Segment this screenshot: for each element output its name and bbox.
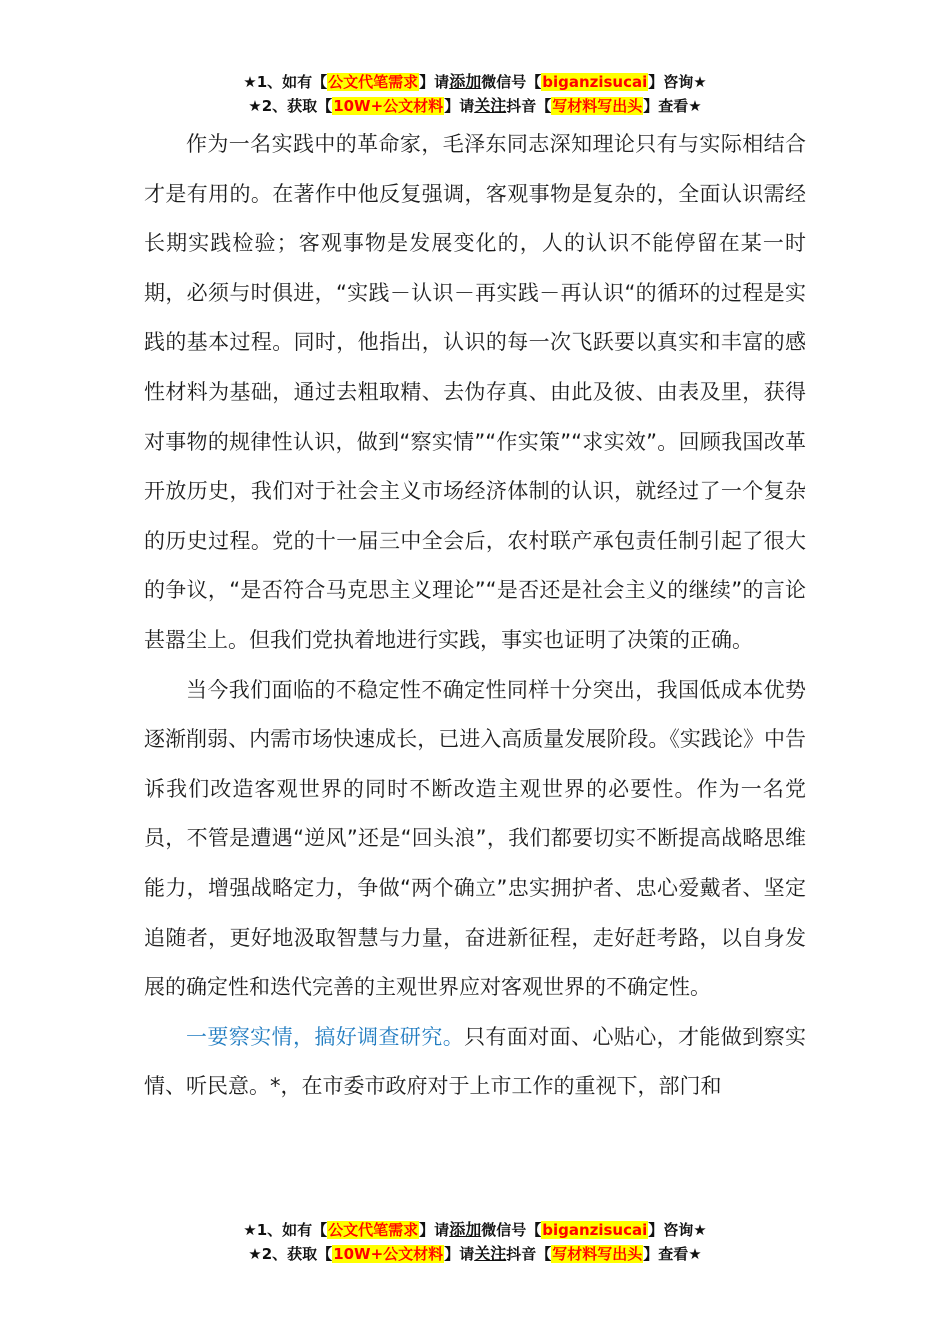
banner-line-2 bbox=[0, 94, 950, 118]
emphasis-text: 关注 bbox=[474, 1244, 507, 1263]
banner-text: ★2、获取【 bbox=[248, 97, 333, 115]
banner-text: 】请 bbox=[419, 1221, 450, 1239]
banner-text: 微信号【 bbox=[481, 73, 542, 91]
highlight-text: 公文代笔需求 bbox=[328, 73, 419, 91]
banner-text: 微信号【 bbox=[481, 1221, 542, 1239]
emphasis-text: 添加 bbox=[449, 72, 482, 91]
banner-line-2 bbox=[0, 1242, 950, 1266]
banner-text: ★1、如有【 bbox=[243, 73, 328, 91]
paragraph-1: 作为一名实践中的革命家，毛泽东同志深知理论只有与实际相结合才是有用的。在著作中他反复强调，客观事物是复杂的，全面认识需经长期实践检验；客观事物是发展变化的，人的认识不能停留在某一时期，必须与时俱进，“实践－认识－再实践－再认识“的循环的过程是实践的基本过程。同时，他指出，认识的每一次飞跃要以真实和丰富的感性材料为基础，通过去粗取精、去伪存真、由此及彼、由表及里，获得对事物的规律性认识，做到“察实情”“作实策”“求实效”。回顾我国改革开放历史，我们对于社会主义市场经济体制的认识，就经过了一个复杂的历史过程。党的十一届三中全会后，农村联产承包责任制引起了很大的争议，“是否符合马克思主义理论”“是否还是社会主义的继续”的言论甚嚣尘上。但我们党执着地进行实践，事实也证明了决策的正确。 bbox=[144, 132, 806, 652]
header-banner bbox=[0, 70, 950, 118]
banner-text: ★1、如有【 bbox=[243, 1221, 328, 1239]
highlight-text: 10W+公文材料 bbox=[333, 97, 444, 115]
paragraph-3 bbox=[144, 1013, 806, 1112]
banner-text: 】咨询★ bbox=[648, 73, 707, 91]
highlight-text: biganzisucai bbox=[542, 73, 648, 91]
banner-text: 】查看★ bbox=[643, 97, 702, 115]
section-heading: 一要察实情，搞好调查研究。 bbox=[186, 1024, 465, 1049]
banner-text: 抖音【 bbox=[506, 1245, 552, 1263]
banner-text: 】咨询★ bbox=[648, 1221, 707, 1239]
highlight-text: biganzisucai bbox=[542, 1221, 648, 1239]
banner-text: 抖音【 bbox=[506, 97, 552, 115]
highlight-text: 10W+公文材料 bbox=[333, 1245, 444, 1263]
highlight-text: 公文代笔需求 bbox=[328, 1221, 419, 1239]
highlight-text: 写材料写出头 bbox=[552, 97, 643, 115]
emphasis-text: 关注 bbox=[474, 96, 507, 115]
banner-text: ★2、获取【 bbox=[248, 1245, 333, 1263]
document-body bbox=[144, 120, 806, 1112]
highlight-text: 写材料写出头 bbox=[552, 1245, 643, 1263]
banner-text: 】请 bbox=[444, 97, 475, 115]
emphasis-text: 添加 bbox=[449, 1220, 482, 1239]
banner-text: 】请 bbox=[444, 1245, 475, 1263]
banner-line-1 bbox=[0, 70, 950, 94]
paragraph-3-body: 只有面对面、心贴心，才能做到察实情、听民意。*，在市委市政府对于上市工作的重视下，部门和 bbox=[144, 1024, 807, 1099]
banner-text: 】请 bbox=[419, 73, 450, 91]
paragraph-2: 当今我们面临的不稳定性不确定性同样十分突出，我国低成本优势逐渐削弱、内需市场快速成长，已进入高质量发展阶段。《实践论》中告诉我们改造客观世界的同时不断改造主观世界的必要性。作为一名党员，不管是遭遇“逆风”还是“回头浪”，我们都要切实不断提高战略思维能力，增强战略定力，争做“两个确立”忠实拥护者、忠心爱戴者、坚定追随者，更好地汲取智慧与力量，奋进新征程，走好赶考路，以自身发展的确定性和迭代完善的主观世界应对客观世界的不确定性。 bbox=[144, 677, 806, 1000]
footer-banner bbox=[0, 1218, 950, 1266]
banner-text: 】查看★ bbox=[643, 1245, 702, 1263]
banner-line-1 bbox=[0, 1218, 950, 1242]
